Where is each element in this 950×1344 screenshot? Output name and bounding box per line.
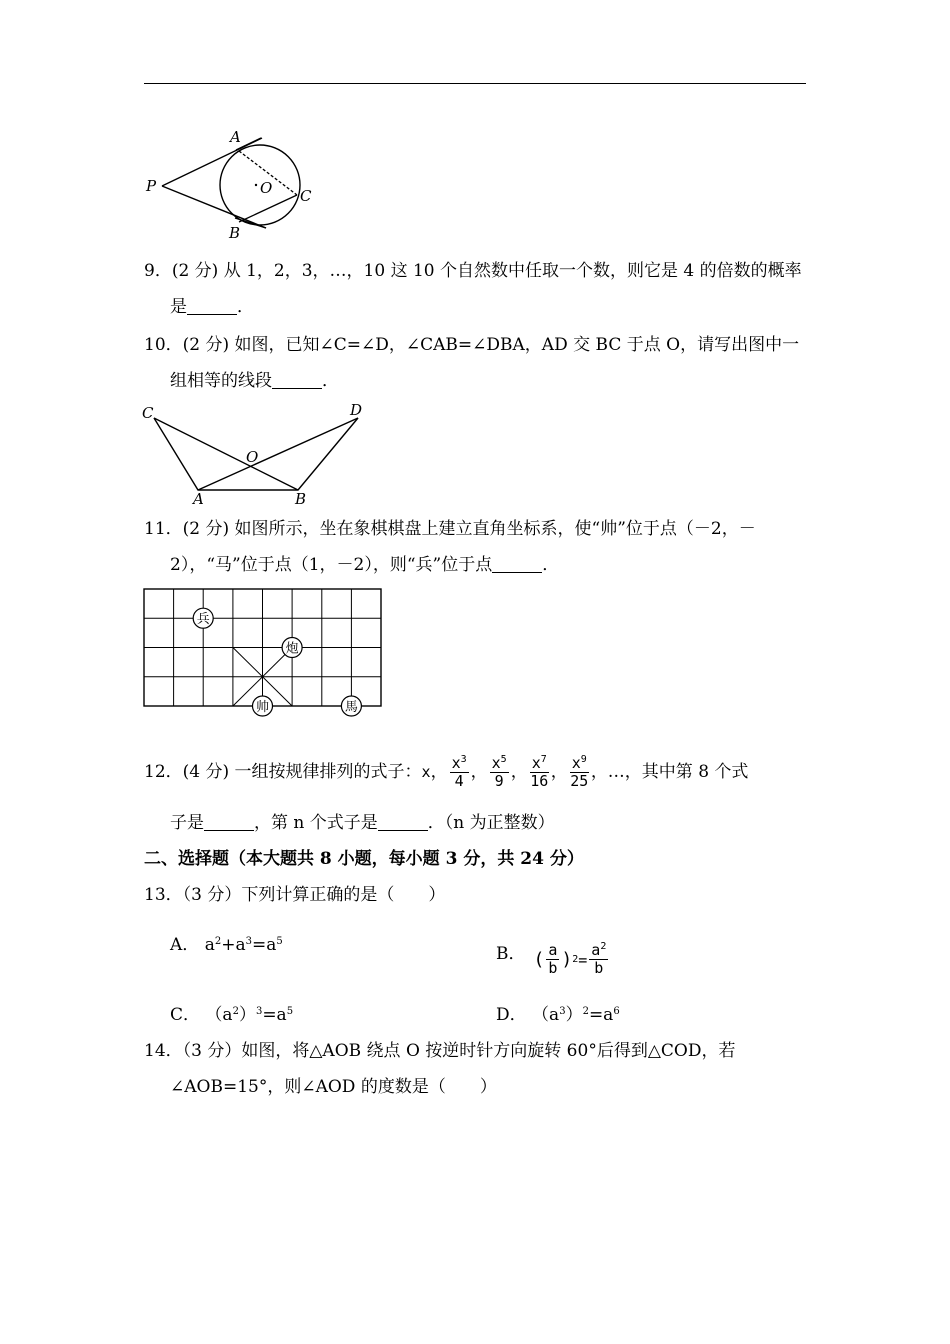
q13-option-c[interactable] [170,1004,293,1026]
q12-frac-2: $\frac{x^5}{9}$ [491,753,507,790]
q12-text-b: ，第 n 个式子是 [254,813,378,833]
q12-line2 [170,812,555,834]
q10-text-pre: 组相等的线段 [170,371,272,391]
chess-board [142,587,384,719]
label-b: B [229,224,241,242]
option-a-expression: $a^2+a^3=a^5$ [204,935,283,955]
q13-stem: 13．（3 分）下列计算正确的是（ ） [144,885,446,905]
label-c2: C [142,404,154,422]
q11-answer-blank[interactable] [492,554,542,573]
label-b2: B [295,490,307,508]
q14-line2: ∠AOB=15°，则∠AOD 的度数是（ ） [170,1077,497,1097]
triangles-figure [138,400,378,508]
option-a-label: A． [170,935,200,955]
q9-line2 [170,296,254,318]
q9-line1: 9．(2 分) 从 1，2，3，…，10 这 10 个自然数中任取一个数，则它是 4 的倍数的概率 [144,261,802,281]
option-d-label: D． [496,1005,527,1025]
q9-text-post: ． [237,297,254,317]
q12-term-x: x [421,763,431,781]
q12-frac-1: $\frac{x^3}{4}$ [451,753,467,790]
option-b-label: B． [496,943,526,964]
label-a2: A [193,490,204,508]
q9-answer-blank[interactable] [187,296,237,315]
q14-line1: 14．（3 分）如图，将△AOB 绕点 O 按逆时针方向旋转 60°后得到△COD，若 [144,1041,736,1061]
header-rule [144,83,806,84]
q12-suffix: ，…，其中第 8 个式 [590,762,749,782]
option-b-expression: ( $\frac{a}{b}$ ) 2 = $\frac{a^2}{b}$ [533,941,607,977]
chess-piece-ma [341,696,361,716]
circle-tangent-figure [140,122,330,246]
q13-option-d[interactable] [496,1004,620,1026]
chess-piece-shuai [253,696,273,716]
q13-option-a[interactable] [170,934,283,956]
q12-text-a: 子是 [170,813,204,833]
q12-frac-4: $\frac{x^9}{25}$ [570,753,589,790]
label-o: O [260,179,273,197]
q12-prefix: 12．(4 分) 一组按规律排列的式子： [144,762,422,782]
q10-answer-blank[interactable] [272,370,322,389]
label-d: D [350,401,363,419]
svg-text:馬: 馬 [344,699,358,715]
q9-text-pre: 是 [170,297,187,317]
q12-text-c: ．（n 为正整数） [427,813,555,833]
svg-text:帅: 帅 [255,699,270,715]
q10-text-post: ． [322,371,339,391]
svg-text:兵: 兵 [196,612,210,627]
q11-text-pre: 2），“马”位于点（1，－2），则“兵”位于点 [170,555,493,575]
q12-answer-blank-1[interactable] [204,812,254,831]
label-c: C [300,187,312,205]
q12-answer-blank-2[interactable] [378,812,428,831]
label-p: P [146,177,157,195]
option-c-label: C． [170,1005,201,1025]
option-c-expression: $(a^2)^3=a^5$ [205,1005,294,1025]
q10-line1: 10．(2 分) 如图，已知∠C=∠D，∠CAB=∠DBA，AD 交 BC 于点 O，请写出图中一 [144,335,800,355]
option-d-expression: $(a^3)^2=a^6$ [532,1005,620,1025]
q11-line1: 11．(2 分) 如图所示，坐在象棋棋盘上建立直角坐标系，使“帅”位于点（－2，－ [144,519,756,539]
q12-line1: 12．(4 分) 一组按规律排列的式子： x ， $\frac{x^3}{4}$ ， $\frac{x^5}{9}$ ， $\frac{x^7}{16}$ ， $\frac{x^9}{25}$ ，…，其中第 8 个式 [144,748,748,796]
svg-text:炮: 炮 [285,641,299,657]
q13-option-b[interactable] [496,930,610,977]
q11-text-post: ． [542,555,560,575]
label-a: A [230,128,241,146]
chess-piece-bing [193,608,213,628]
section-heading: 二、选择题（本大题共 8 小题，每小题 3 分，共 24 分） [144,849,584,869]
q11-line2 [170,554,559,576]
q12-frac-3: $\frac{x^7}{16}$ [530,753,549,790]
chess-piece-pao [282,638,302,658]
label-o2: O [246,448,259,466]
q10-line2 [170,370,339,392]
